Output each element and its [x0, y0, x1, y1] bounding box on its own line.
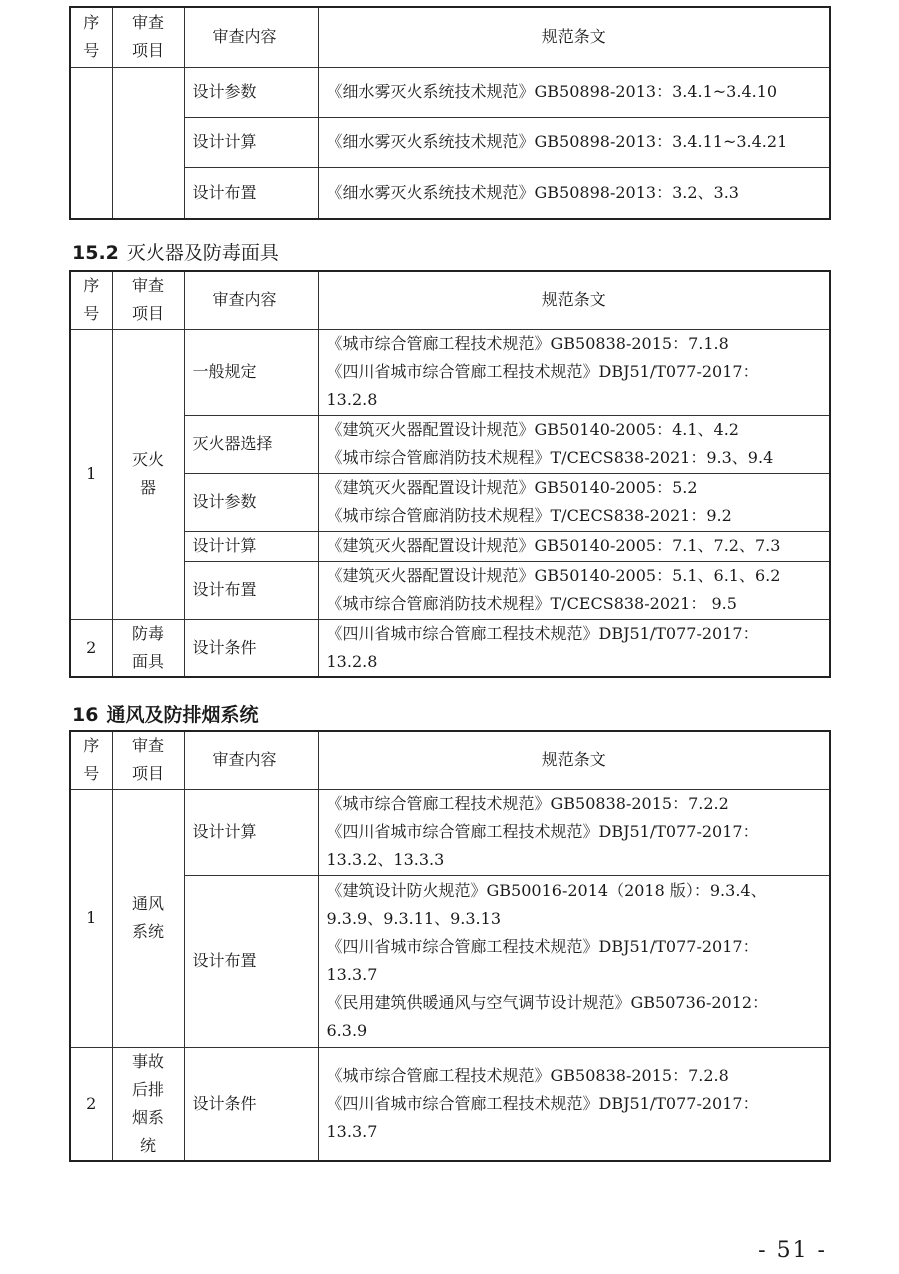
- item-cell: 事故 后排 烟系 统: [112, 1047, 184, 1161]
- content-cell: 设计布置: [184, 875, 318, 1047]
- table-water-mist: [69, 6, 831, 220]
- table-row: [70, 875, 830, 1047]
- content-cell: 设计计算: [184, 117, 318, 167]
- table-row: [70, 473, 830, 531]
- page-number: - 51 -: [758, 1238, 827, 1263]
- table-row: [70, 1047, 830, 1161]
- spec-cell: 《建筑设计防火规范》GB50016-2014（2018 版）：9.3.4、 9.3.9、9.3.11、9.3.13 《四川省城市综合管廊工程技术规范》DBJ51/T077-2017： 13.3.7 《民用建筑供暖通风与空气调节设计规范》GB50736-2012： 6.3.9: [318, 875, 830, 1047]
- spec-cell: 《建筑灭火器配置设计规范》GB50140-2005：5.2 《城市综合管廊消防技术规程》T/CECS838-2021：9.2: [318, 473, 830, 531]
- spec-cell: 《建筑灭火器配置设计规范》GB50140-2005：4.1、4.2 《城市综合管廊消防技术规程》T/CECS838-2021：9.3、9.4: [318, 415, 830, 473]
- header-seq: 序 号: [70, 271, 112, 329]
- item-cell: 防毒 面具: [112, 619, 184, 677]
- header-seq: 序 号: [70, 7, 112, 67]
- header-item: 审查 项目: [112, 7, 184, 67]
- content-cell: 设计参数: [184, 67, 318, 117]
- seq-cell: 1: [70, 789, 112, 1047]
- item-cell: 通风 系统: [112, 789, 184, 1047]
- header-content: 审查内容: [184, 271, 318, 329]
- content-cell: 一般规定: [184, 329, 318, 415]
- seq-cell: 2: [70, 619, 112, 677]
- section-title-15-2: [72, 240, 279, 266]
- spec-cell: 《四川省城市综合管廊工程技术规范》DBJ51/T077-2017： 13.2.8: [318, 619, 830, 677]
- table-row: [70, 531, 830, 561]
- content-cell: 设计条件: [184, 619, 318, 677]
- table-row: [70, 561, 830, 619]
- item-cell: 灭火 器: [112, 329, 184, 619]
- section-title-text: 通风及防排烟系统: [106, 704, 259, 726]
- section-number: 16: [72, 704, 99, 726]
- table-row: [70, 789, 830, 875]
- seq-cell-empty: [70, 67, 112, 219]
- content-cell: 设计计算: [184, 531, 318, 561]
- section-number: 15.2: [72, 242, 119, 264]
- table-row: [70, 167, 830, 219]
- spec-cell: 《细水雾灭火系统技术规范》GB50898-2013：3.4.11~3.4.21: [318, 117, 830, 167]
- section-title-text: 灭火器及防毒面具: [126, 242, 279, 264]
- content-cell: 设计条件: [184, 1047, 318, 1161]
- header-spec: 规范条文: [318, 7, 830, 67]
- table-row: [70, 117, 830, 167]
- header-spec: 规范条文: [318, 271, 830, 329]
- seq-cell: 2: [70, 1047, 112, 1161]
- header-item: 审查 项目: [112, 731, 184, 789]
- content-cell: 设计参数: [184, 473, 318, 531]
- content-cell: 设计布置: [184, 167, 318, 219]
- header-content: 审查内容: [184, 7, 318, 67]
- table-row: [70, 67, 830, 117]
- header-content: 审查内容: [184, 731, 318, 789]
- content-cell: 灭火器选择: [184, 415, 318, 473]
- spec-cell: 《建筑灭火器配置设计规范》GB50140-2005：7.1、7.2、7.3: [318, 531, 830, 561]
- spec-cell: 《城市综合管廊工程技术规范》GB50838-2015：7.2.2 《四川省城市综合管廊工程技术规范》DBJ51/T077-2017： 13.3.2、13.3.3: [318, 789, 830, 875]
- spec-cell: 《城市综合管廊工程技术规范》GB50838-2015：7.1.8 《四川省城市综合管廊工程技术规范》DBJ51/T077-2017： 13.2.8: [318, 329, 830, 415]
- table-header-row: [70, 271, 830, 329]
- header-spec: 规范条文: [318, 731, 830, 789]
- spec-cell: 《建筑灭火器配置设计规范》GB50140-2005：5.1、6.1、6.2 《城市综合管廊消防技术规程》T/CECS838-2021： 9.5: [318, 561, 830, 619]
- table-header-row: [70, 7, 830, 67]
- seq-cell: 1: [70, 329, 112, 619]
- content-cell: 设计布置: [184, 561, 318, 619]
- spec-cell: 《细水雾灭火系统技术规范》GB50898-2013：3.4.1~3.4.10: [318, 67, 830, 117]
- item-cell-empty: [112, 67, 184, 219]
- section-title-16: [72, 702, 258, 728]
- table-ventilation: [69, 730, 831, 1162]
- spec-cell: 《细水雾灭火系统技术规范》GB50898-2013：3.2、3.3: [318, 167, 830, 219]
- table-extinguisher: [69, 270, 831, 678]
- table-row: [70, 415, 830, 473]
- header-item: 审查 项目: [112, 271, 184, 329]
- content-cell: 设计计算: [184, 789, 318, 875]
- table-row: [70, 619, 830, 677]
- spec-cell: 《城市综合管廊工程技术规范》GB50838-2015：7.2.8 《四川省城市综合管廊工程技术规范》DBJ51/T077-2017： 13.3.7: [318, 1047, 830, 1161]
- header-seq: 序 号: [70, 731, 112, 789]
- table-row: [70, 329, 830, 415]
- table-header-row: [70, 731, 830, 789]
